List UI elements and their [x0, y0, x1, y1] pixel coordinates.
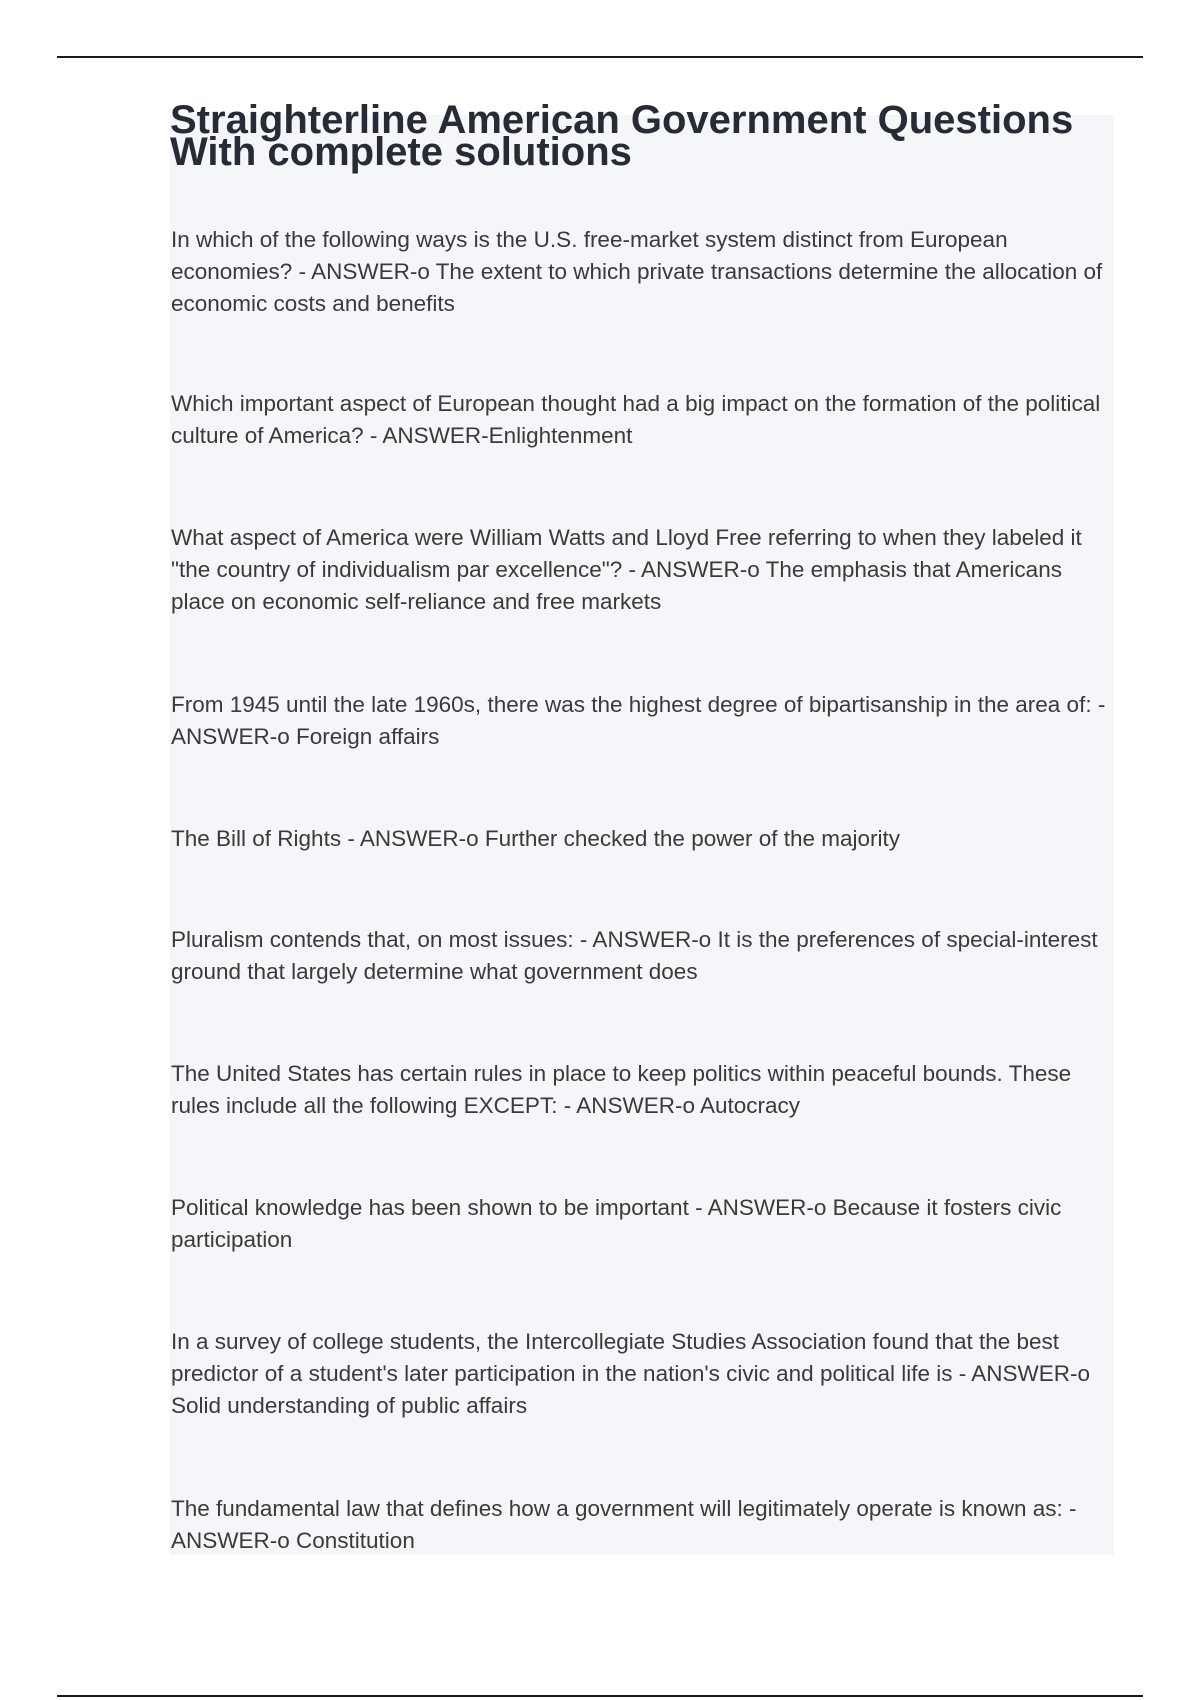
top-divider: [57, 56, 1143, 58]
qa-item-9: In a survey of college students, the Intercollegiate Studies Association found that the best predictor of a student's later participation in the nation's civic and political life is - ANSWER-o Solid understanding of public affairs: [171, 1329, 1091, 1418]
document-title: Straighterline American Government Questions With complete solutions: [170, 98, 1074, 174]
qa-item-8: Political knowledge has been shown to be important - ANSWER-o Because it fosters civic participation: [171, 1195, 1062, 1252]
qa-item-5: The Bill of Rights - ANSWER-o Further checked the power of the majority: [171, 826, 901, 851]
bottom-divider: [57, 1695, 1143, 1697]
qa-item-4: From 1945 until the late 1960s, there was the highest degree of bipartisanship in the area of: - ANSWER-o Foreign affairs: [171, 692, 1106, 749]
qa-item-10: The fundamental law that defines how a government will legitimately operate is known as: - ANSWER-o Constitution: [171, 1496, 1077, 1553]
qa-item-3: What aspect of America were William Watts and Lloyd Free referring to when they labeled it "the country of individualism par excellence"? - ANSWER-o The emphasis that Americans place on economic self-reliance and free markets: [171, 525, 1082, 614]
qa-item-2: Which important aspect of European thought had a big impact on the formation of the political culture of America? - ANSWER-Enlightenment: [171, 391, 1101, 448]
qa-item-7: The United States has certain rules in place to keep politics within peaceful bounds. These rules include all the following EXCEPT: - ANSWER-o Autocracy: [171, 1061, 1072, 1118]
qa-item-6: Pluralism contends that, on most issues: - ANSWER-o It is the preferences of special-interest ground that largely determine what government does: [171, 927, 1098, 984]
qa-item-1: In which of the following ways is the U.S. free-market system distinct from European economies? - ANSWER-o The extent to which private transactions determine the allocation of economic costs and benefits: [171, 227, 1103, 316]
